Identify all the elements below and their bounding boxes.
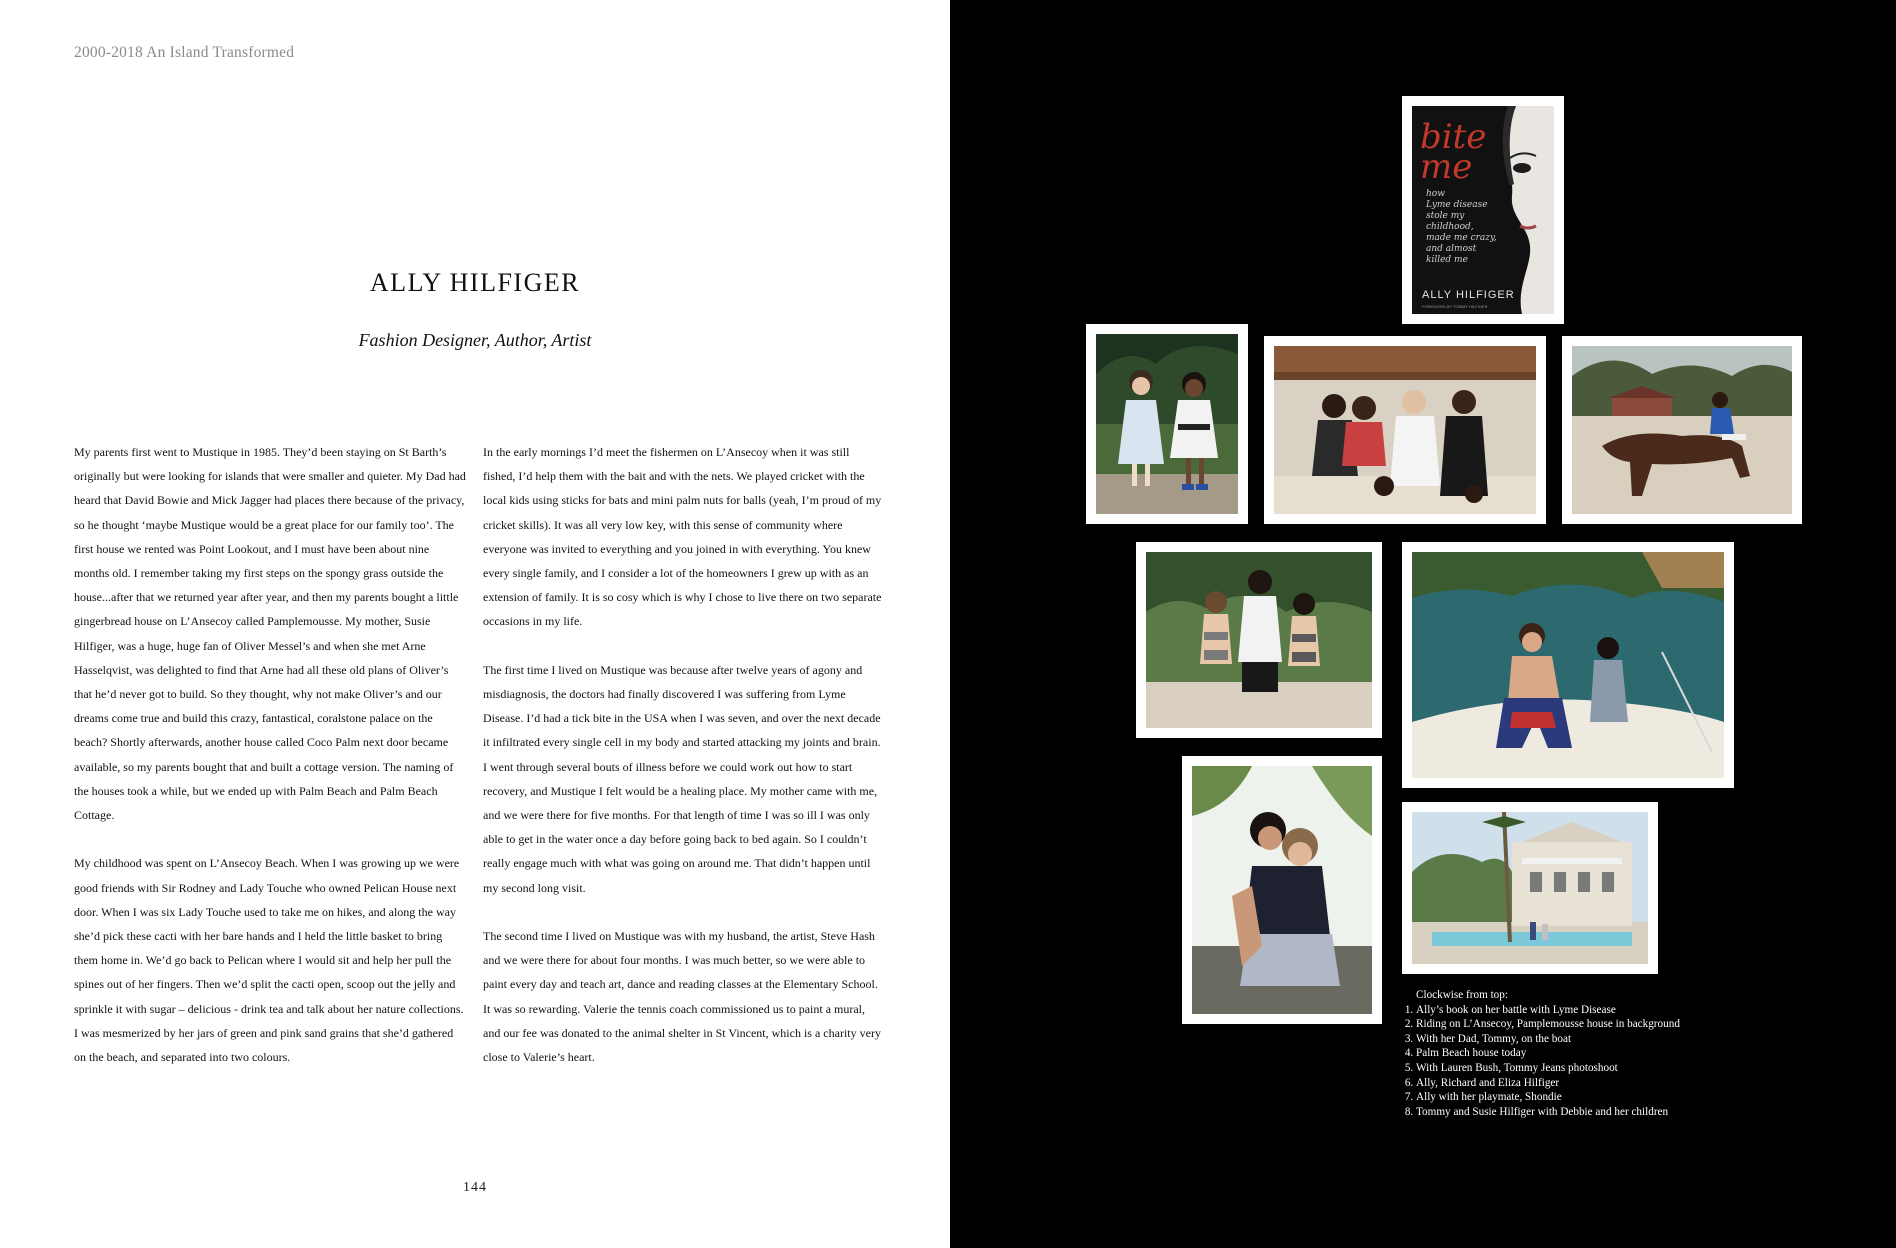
- paragraph: In the early mornings I’d meet the fishermen on L’Ansecoy when it was still fished, I’d help them with the bait and with the nets. We played cricket with the local kids using sticks for bats and mini palm nuts for balls (yeah, I’m proud of my cricket skills). It was all very low key, with this sense of community where everyone was invited to everything and you joined in with everything. You knew every single family, and I consider a lot of the homeowners I grew up with as an extension of family. It is so cosy which is why I chose to live there on two separate occasions in my life.: [483, 445, 882, 629]
- book-subtitle: how: [1426, 189, 1445, 199]
- book-subtitle: childhood,: [1426, 222, 1474, 232]
- book-subtitle: stole my: [1426, 211, 1465, 221]
- caption-item: 2. Riding on L’Ansecoy, Pamplemousse house in background: [1416, 1017, 1680, 1032]
- running-head: 2000-2018 An Island Transformed: [74, 44, 295, 61]
- caption-item: 6. Ally, Richard and Eliza Hilfiger: [1416, 1076, 1680, 1091]
- caption-item: 4. Palm Beach house today: [1416, 1046, 1680, 1061]
- paragraph: My childhood was spent on L’Ansecoy Beach. When I was growing up we were good friends with Sir Rodney and Lady Touche who owned Pelican House next door. When I was six Lady Touche used to take me on hikes, and along the way she’d pick these cacti with her bare hands and I held the little basket to bring them home in. We’d go back to Pelican where I would sit and help her pull the spines out of her fingers. Then we’d split the cacti open, scoop out the jelly and sprinkle it with sugar – delicious - drink tea and talk about her nature collections. I was mesmerized by her jars of green and pink sand grains that she’d gathered on the beach, and separated into two colours.: [74, 856, 464, 1065]
- photo-boat: [1402, 542, 1734, 788]
- photo-book-cover: [1402, 96, 1564, 324]
- book-foreword: FOREWORD BY TOMMY HILFIGER: [1422, 304, 1488, 309]
- photo-illustration: [1274, 346, 1536, 514]
- caption-heading: Clockwise from top:: [1416, 989, 1508, 1001]
- caption-item: 5. With Lauren Bush, Tommy Jeans photoshoot: [1416, 1061, 1680, 1076]
- photo-palm-beach-house: [1402, 802, 1658, 974]
- paragraph: My parents first went to Mustique in 1985. They’d been staying on St Barth’s originally but were looking for islands that were smaller and quieter. My Dad had heard that David Bowie and Mick Jagger had places there because of the privacy, so he thought ‘maybe Mustique would be a great place for our family too’. The first house we rented was Point Lookout, and I must have been about nine months old. I remember taking my first steps on the spongy grass outside the house...after that we returned year after year, and then my parents bought a little gingerbread house on L’Ansecoy called Pamplemousse. My mother, Susie Hilfiger, was a huge, huge fan of Oliver Messel’s and when she met Arne Hasselqvist, was delighted to find that Arne had all these old plans of Oliver’s that he’d never got to build. So they thought, why not make Oliver’s and our dreams come true and build this crazy, fantastical, coralstone palace on the beach? Shortly afterwards, another house called Coco Palm next door became available, so my parents bought that and built a cottage version. The naming of the houses took a while, but we ended up with Palm Beach and Palm Beach Cottage.: [74, 445, 466, 823]
- book-title-line1: bite: [1420, 117, 1487, 157]
- paragraph: The second time I lived on Mustique was with my husband, the artist, Steve Hash and we were there for about four months. I was much better, so we were able to paint every day and teach art, dance and reading classes at the Elementary School. It was so rewarding. Valerie the tennis coach commissioned us to paint a mural, and our fee was donated to the animal shelter in St Vincent, which is a charity very close to Valerie’s heart.: [483, 929, 881, 1065]
- caption-list: [1400, 1003, 1680, 1120]
- photo-three-people: [1136, 542, 1382, 738]
- page-number: 144: [463, 1180, 487, 1195]
- text-column-2: [483, 440, 883, 1093]
- book-title-line2: me: [1420, 147, 1473, 187]
- book-subtitle: made me crazy,: [1426, 233, 1497, 243]
- photo-illustration: [1192, 766, 1372, 1014]
- book-author: ALLY HILFIGER: [1422, 289, 1515, 301]
- photo-two-girls: [1086, 324, 1248, 524]
- photo-group-canopy: [1264, 336, 1546, 524]
- photo-illustration: [1412, 812, 1648, 964]
- photo-illustration: [1096, 334, 1238, 514]
- caption-item: 1. Ally’s book on her battle with Lyme Disease: [1416, 1003, 1680, 1018]
- photo-illustration: [1146, 552, 1372, 728]
- caption-item: 7. Ally with her playmate, Shondie: [1416, 1090, 1680, 1105]
- book-subtitle: killed me: [1426, 255, 1468, 265]
- profile-name: ALLY HILFIGER: [369, 268, 581, 297]
- book-subtitle: Lyme disease: [1426, 200, 1488, 210]
- book-subtitle: and almost: [1426, 244, 1477, 254]
- photo-illustration: [1412, 552, 1724, 778]
- photo-piggyback: [1182, 756, 1382, 1024]
- profile-role: Fashion Designer, Author, Artist: [358, 330, 592, 350]
- paragraph: The first time I lived on Mustique was because after twelve years of agony and misdiagnosis, the doctors had finally discovered I was suffering from Lyme Disease. I’d had a tick bite in the USA when I was seven, and over the next decade it infiltrated every single cell in my body and started attacking my joints and brain. I went through several bouts of illness before we could work out how to start recovery, and Mustique I felt would be a healing place. My mother came with me, and we were there for five months. For that length of time I was so ill I was only able to get in the water once a day before going back to bed again. So I couldn’t really engage much with what was going on around me. That didn’t happen until my second long visit.: [483, 662, 881, 895]
- photo-riding-horse: [1562, 336, 1802, 524]
- book-cover-illustration: [1412, 106, 1554, 314]
- photo-illustration: [1572, 346, 1792, 514]
- caption-item: 3. With her Dad, Tommy, on the boat: [1416, 1032, 1680, 1047]
- caption-item: 8. Tommy and Susie Hilfiger with Debbie and her children: [1416, 1105, 1680, 1120]
- photo-captions: [1400, 988, 1680, 1119]
- text-column-1: [74, 440, 466, 1093]
